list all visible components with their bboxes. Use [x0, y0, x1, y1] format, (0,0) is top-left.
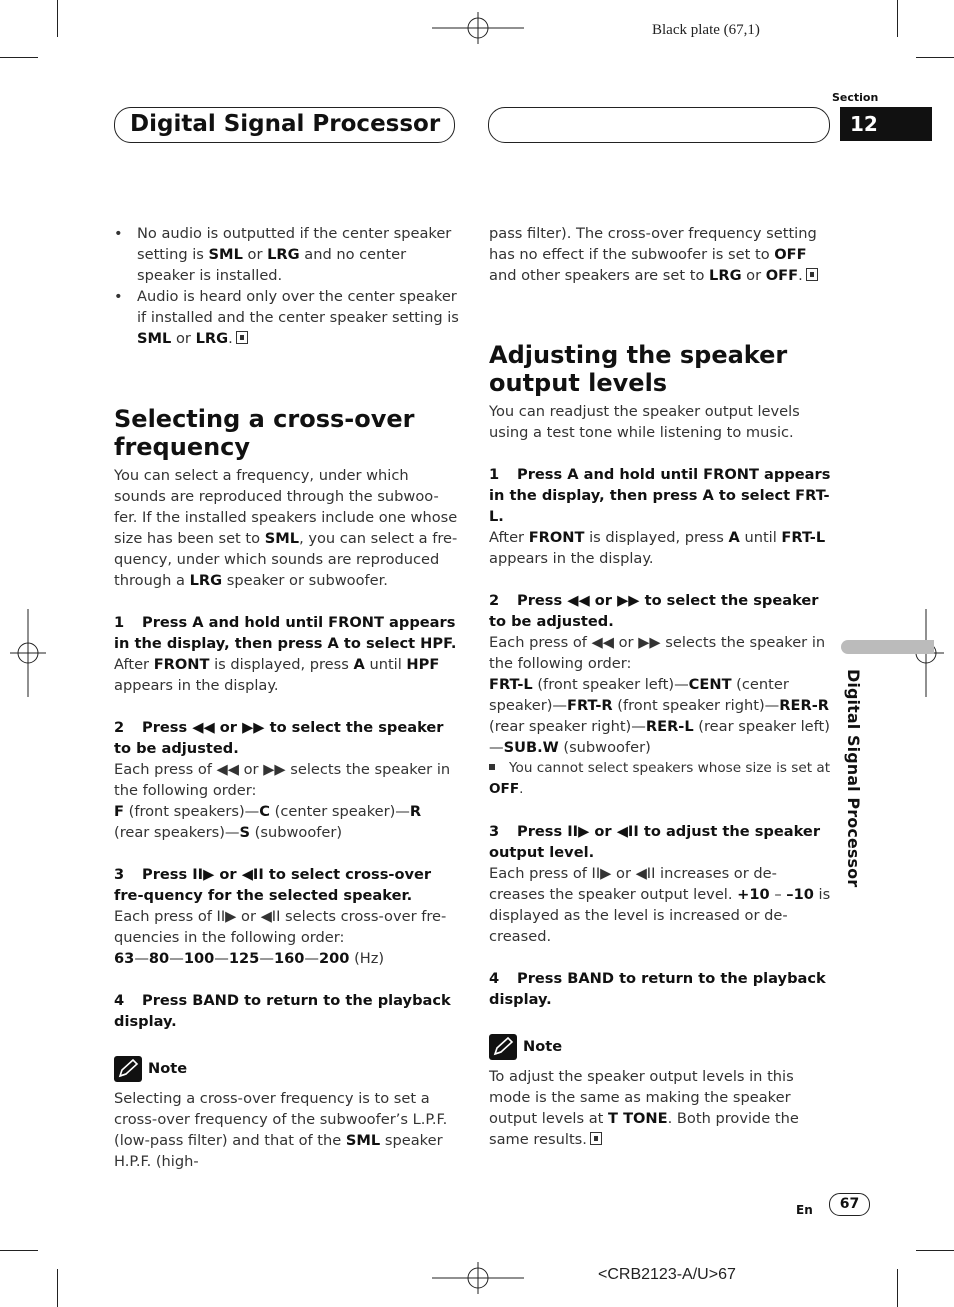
list-item: • Audio is heard only over the center speaker if installed and the center speaker setting is SML or LRG.: [114, 288, 459, 347]
step-body: After FRONT is displayed, press A until HPF appears in the display.: [114, 656, 440, 694]
note-heading: Note: [489, 1034, 831, 1060]
plate-label: Black plate (67,1): [652, 22, 760, 38]
step-heading: 3 Press II▶ or ◀II to adjust the speaker output level.: [489, 823, 821, 861]
header-blank-frame: [488, 107, 830, 143]
square-bullet-icon: [489, 764, 495, 770]
step-heading: 4 Press BAND to return to the playback display.: [114, 992, 451, 1030]
crop-mark: [57, 0, 58, 37]
step-heading: 4 Press BAND to return to the playback display.: [489, 970, 826, 1008]
note-text: To adjust the speaker output levels in this mode is the same as making the speaker output levels at T TONE. Both provide the same results.: [489, 1068, 799, 1148]
pencil-note-icon: [114, 1056, 142, 1082]
note-heading: Note: [114, 1056, 459, 1082]
step-heading: 1 Press A and hold until FRONT appears in the display, then press A to select HPF.: [114, 614, 457, 652]
footer-code: <CRB2123-A/U>67: [598, 1266, 736, 1283]
crop-mark: [0, 1250, 38, 1251]
crop-mark: [916, 57, 954, 58]
frequency-order: 63—80—100—125—160—200 (Hz): [114, 950, 385, 967]
step-heading: 2 Press ◀◀ or ▶▶ to select the speaker to be adjusted.: [114, 719, 444, 757]
end-mark-icon: [236, 331, 248, 344]
side-tab-label: Digital Signal Processor: [844, 669, 863, 888]
step-body: Each press of ◀◀ or ▶▶ selects the speaker in the following order:: [489, 634, 826, 672]
registration-mark-left: [10, 609, 46, 697]
section-heading: Selecting a cross-over frequency: [114, 405, 415, 461]
step-body: Each press of II▶ or ◀II selects cross-over fre-quencies in the following order:: [114, 908, 447, 946]
continued-paragraph: pass filter). The cross-over frequency setting has no effect if the subwoofer is set to OFF and other speakers are set to LRG or OFF.: [489, 225, 817, 284]
crop-mark: [0, 57, 38, 58]
section-heading: Adjusting the speaker output levels: [489, 341, 788, 397]
intro-paragraph: You can readjust the speaker output levels using a test tone while listening to music.: [489, 403, 800, 441]
step-heading: 2 Press ◀◀ or ▶▶ to select the speaker to be adjusted.: [489, 592, 819, 630]
right-column: [489, 223, 831, 1150]
step-body: Each press of II▶ or ◀II increases or de-creases the speaker output level. +10 – –10 is displayed as the level is increased or de-creased.: [489, 865, 831, 945]
crop-mark: [916, 1250, 954, 1251]
end-mark-icon: [590, 1132, 602, 1145]
speaker-order: FRT-L (front speaker left)—CENT (center speaker)—FRT-R (front speaker right)—RER-R (rear speaker right)—RER-L (rear speaker left)—SUB.W (subwoofer): [489, 676, 830, 756]
pencil-note-icon: [489, 1034, 517, 1060]
list-item: • No audio is outputted if the center speaker setting is SML or LRG and no center speaker is installed.: [114, 225, 452, 284]
section-label: Section: [832, 91, 879, 104]
page-number: 67: [829, 1193, 870, 1216]
step-body: After FRONT is displayed, press A until FRT-L appears in the display.: [489, 529, 826, 567]
sub-note: You cannot select speakers whose size is set at OFF.: [489, 760, 831, 797]
step-heading: 1 Press A and hold until FRONT appears in the display, then press A to select FRT-L.: [489, 466, 831, 525]
speaker-order: F (front speakers)—C (center speaker)—R (rear speakers)—S (subwoofer): [114, 803, 422, 841]
section-number: 12: [850, 112, 878, 136]
intro-paragraph: You can select a frequency, under which sounds are reproduced through the subwoo-fer. If the installed speakers include one whose size has been set to SML, you can select a fre-quency, under which sounds are reproduced through a LRG speaker or subwoofer.: [114, 467, 458, 589]
end-mark-icon: [806, 268, 818, 281]
page-title: Digital Signal Processor: [130, 111, 441, 137]
crop-mark: [897, 0, 898, 37]
note-text: Selecting a cross-over frequency is to set a cross-over frequency of the subwoofer’s L.P.F. (low-pass filter) and that of the SML speaker H.P.F. (high-: [114, 1090, 448, 1170]
crop-mark: [57, 1269, 58, 1307]
step-body: Each press of ◀◀ or ▶▶ selects the speaker in the following order:: [114, 761, 451, 799]
language-label: En: [796, 1203, 813, 1217]
step-heading: 3 Press II▶ or ◀II to select cross-over fre-quency for the selected speaker.: [114, 866, 432, 904]
left-column: [114, 223, 459, 1172]
registration-mark-bottom: [432, 1262, 524, 1294]
registration-mark-top: [432, 12, 524, 44]
crop-mark: [897, 1269, 898, 1307]
side-tab-bar: [841, 640, 934, 654]
